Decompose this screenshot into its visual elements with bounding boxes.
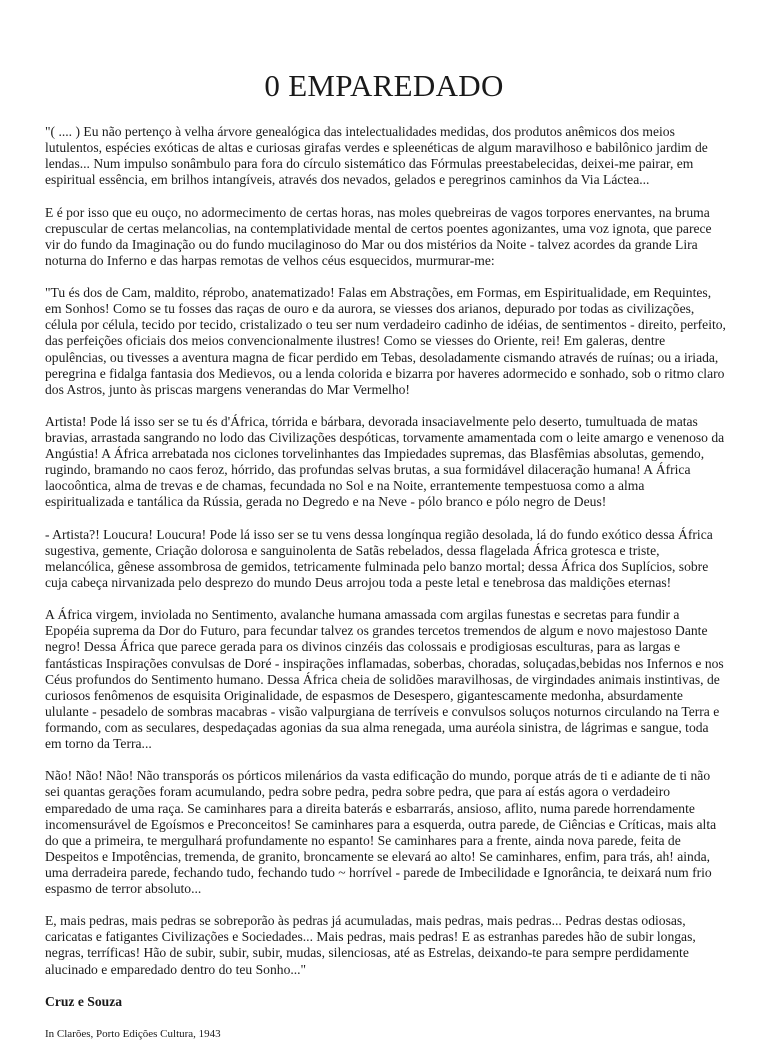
document-body (45, 124, 727, 1058)
paragraph-4: Artista! Pode lá isso ser se tu és d'África, tórrida e bárbara, devorada insaciavelmente pelo deserto, tumultuada de matas bravias, arrastada sangrando no lodo das Civilizações despóticas, torvamente amamentada com o leite amargo e venenoso da Angústia! A África arrebatada nos ciclones torvelinhantes das Impiedades supremas, das Blasfêmias absolutas, gemendo, rugindo, bramando no caos feroz, hórrido, das profundas selvas brutas, a sua formidável dilaceração humana! A África laocoôntica, alma de trevas e de chamas, fecundada no Sol e na Noite, errantemente tempestuosa como a alma espiritualizada e tantálica da Rússia, gerada no Degredo e na Neve - pólo branco e pólo negro de Deus! (45, 413, 725, 510)
paragraph-5: - Artista?! Loucura! Loucura! Pode lá isso ser se tu vens dessa longínqua região desolada, lá do fundo exótico dessa África sugestiva, gemente, Criação dolorosa e sanguinolenta de Satãs rebelados, dessa flagelada África grotesca e triste, melancólica, gênese assombrosa de gemidos, tetricamente fulminada pelo banzo mortal; dessa África dos Suplícios, sobre cuja cabeça nirvanizada pelo desprezo do mundo Deus arrojou toda a peste letal e tenebrosa das maldições eternas! (45, 526, 713, 590)
paragraph-7: Não! Não! Não! Não transporás os pórticos milenários da vasta edificação do mundo, porque atrás de ti e adiante de ti não sei quantas gerações foram acumulando, pedra sobre pedra, pedra sobre pedra, que para aí estás agora o verdadeiro emparedado de uma raça. Se caminhares para a direita baterás e esbarrarás, ansioso, aflito, numa parede horrendamente incomensurável de Egoísmos e Preconceitos! Se caminhares para a esquerda, outra parede, de Ciências e Críticas, mais alta do que a primeira, te mergulhará profundamente no espanto! Se caminhares para a frente, ainda nova parede, feita de Despeitos e Impotências, tremenda, de granito, broncamente se elevará ao alto! Se caminhares, enfim, para trás, ah! ainda, uma derradeira parede, fechando tudo, fechando tudo ~ horrível - parede de Imbecilidade e Ignorância, te deixará num frio espasmo de terror absoluto... (45, 768, 717, 896)
page-title: 0 EMPAREDADO (264, 68, 504, 103)
paragraph-8: E, mais pedras, mais pedras se sobreporão às pedras já acumuladas, mais pedras, mais pedras... Pedras destas odiosas, caricatas e fatigantes Civilizações e Sociedades... Mais pedras, mais pedras! E as estranhas paredes hão de subir longas, negras, terríficas! Hão de subir, subir, subir, mudas, silenciosas, até as Estrelas, deixando-te para sempre perdidamente alucinado e emparedado dentro do teu Sonho..." (45, 913, 696, 977)
paragraph-2: E é por isso que eu ouço, no adormecimento de certas horas, nas moles quebreiras de vagos torpores enervantes, na bruma crepuscular de certas melancolias, na contemplatividade mental de certos poentes agonizantes, uma voz ignota, que parece vir do fundo da Imaginação ou do fundo mucilaginoso do Mar ou dos mistérios da Noite - talvez acordes da grande Lira noturna do Inferno e das harpas remotas de velhos céus esquecidos, murmurar-me: (45, 204, 712, 268)
paragraph-1: "( .... ) Eu não pertenço à velha árvore genealógica das intelectualidades medidas, dos produtos anêmicos dos meios lutulentos, espécies exóticas de altas e curiosas girafas verdes e spleenéticas de algum maravilhoso e babilônico jardim de lendas... Num impulso sonâmbulo para fora do círculo sistemático das Fórmulas preestabelecidas, deixei-me pairar, em espiritual essência, em brilhos intangíveis, através dos nevados, gelados e peregrinos caminhos da Via Láctea... (45, 124, 708, 188)
paragraph-6: A África virgem, inviolada no Sentimento, avalanche humana amassada com argilas funestas e secretas para fundir a Epopéia suprema da Dor do Futuro, para fecundar talvez os grandes tercetos tremendos de algum e novo majestoso Dante negro! Dessa África que parece gerada para os divinos cinzéis das colossais e prodigiosas esculturas, para as largas e fantásticas Inspirações convulsas de Doré - inspirações inflamadas, soberbas, choradas, soluçadas,bebidas nos Infernos e nos Céus profundos do Sentimento humano. Dessa África cheia de solidões maravilhosas, de virgindades animais instintivas, de curiosos fenômenos de esquisita Originalidade, de espasmos de Desespero, gigantescamente medonha, absurdamente ululante - pesadelo de sombras macabras - visão valpurgiana de terríveis e convulsos soluços noturnos circulando na Terra e formando, com as seculares, despedaçadas agonias da sua alma renegada, uma auréola sinistra, de lágrimas e sangue, toda em torno da Terra... (45, 607, 724, 752)
source-footnote: In Clarões, Porto Edições Cultura, 1943 (45, 1028, 221, 1041)
author-name: Cruz e Souza (45, 993, 123, 1009)
paragraph-3: "Tu és dos de Cam, maldito, réprobo, anatematizado! Falas em Abstrações, em Formas, em Espiritualidade, em Requintes, em Sonhos! Como se tu fosses das raças de ouro e da aurora, se viesses dos arianos, depurado por todas as civilizações, célula por célula, tecido por tecido, cristalizado o teu ser num verdadeiro cadinho de idéias, de sentimentos - direito, perfeito, das perfeições oficiais dos meios convencionalmente ilustres! Como se viesses do Oriente, rei! Em galeras, dentre opulências, ou tivesses a aventura magna de ficar perdido em Tebas, desoladamente cismando através de ruínas; ou a iriada, peregrina e fidalga fantasia dos Medievos, ou a lenda colorida e bizarra por haveres adormecido e sonhado, sob o ritmo claro dos Astros, junto às priscas margens venerandas do Mar Vermelho! (45, 285, 726, 397)
